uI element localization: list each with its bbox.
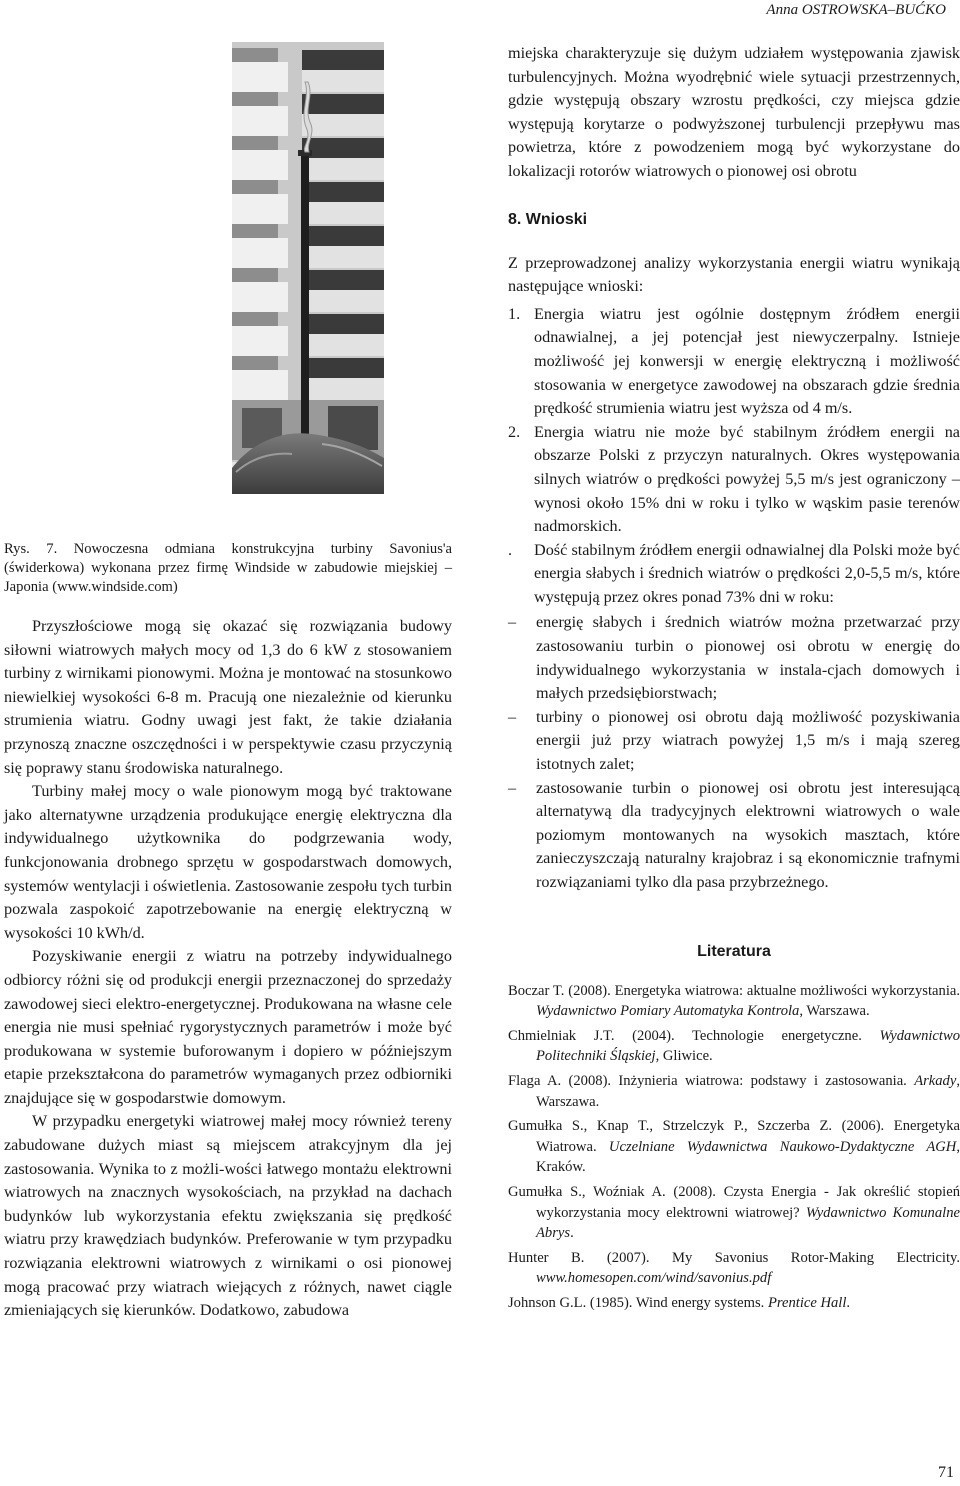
figure-photo <box>232 42 384 494</box>
reference-item: Flaga A. (2008). Inżynieria wiatrowa: podstawy i zastosowania. Arkady, Warszawa. <box>508 1072 960 1110</box>
reference-item: Hunter B. (2007). My Savonius Rotor-Making Electricity. www.homesopen.com/wind/savonius.pdf <box>508 1249 960 1287</box>
item-number: 2. <box>508 422 521 441</box>
right-column <box>508 42 960 1318</box>
conclusions-intro: Z przeprowadzonej analizy wykorzystania energii wiatru wynikają następujące wnioski: <box>508 253 960 296</box>
reference-item: Gumułka S., Knap T., Strzelczyk P., Szczerba Z. (2006). Energetyka Wiatrowa. Uczelniane Wydawnictwa Naukowo-Dydaktyczne AGH, Kraków. <box>508 1118 960 1176</box>
bullet-item <box>508 706 960 777</box>
dash-marker: – <box>508 707 517 726</box>
item-text: Energia wiatru jest ogólnie dostępnym źródłem energii odnawialnej, a jej potencjał jest niewyczerpalny. Istnieje możliwość jej konwersji w energię elektryczną i możliwość stosowania w energetyce zawodowej na obszarach gdzie średnia prędkość strumienia wiatru jest wyższa od 4 m/s. <box>534 304 960 418</box>
reference-item: Gumułka S., Woźniak A. (2008). Czysta Energia - Jak określić stopień wykorzystania mocy elektrowni wiatrowej? Wydawnictwo Komunalne Abrys. <box>508 1183 960 1242</box>
bullet-text: energię słabych i średnich wiatrów można przetwarzać przy zastosowaniu turbin o pionowej osi obrotu w energię do indywidualnego wykorzystania w instala-cjach domowych i małych przedsiębiorstwach; <box>536 613 960 703</box>
building-photo <box>232 42 384 494</box>
bullet-item <box>508 777 960 895</box>
conclusion-item <box>508 303 960 421</box>
body-paragraph: Przyszłościowe mogą się okazać się rozwiązania budowy siłowni wiatrowych małych mocy od 1,3 do 6 kW z stosowaniem turbiny z wirnikami pionowymi. Można je montować na stosunkowo niewielkiej wysokości 6-8 m. Pracują one niezależnie od kierunku strumienia wiatru. Godny uwagi jest fakt, że takie działania przynoszą znaczne oszczędności i w perspektywie czasu przyczynią się poprawy stanu środowiska naturalnego. <box>4 617 452 777</box>
dash-marker: – <box>508 613 517 632</box>
body-paragraph: Pozyskiwanie energii z wiatru na potrzeby indywidualnego odbiorcy różni się od produkcji energii przeznaczonej do sprzedaży zawodowej sieci elektro-energetycznej. Produkowana na własne cele energia nie musi spełniać rygorystycznych parametrów i może być produkowana w systemie buforowanym i dopiero w późniejszym etapie przekształcona do parametrów wymaganych przez odbiorniki znajdujące się w gospodarstwie domowym. <box>4 947 452 1107</box>
conclusions-list <box>508 303 960 610</box>
item-number: 1. <box>508 304 521 323</box>
conclusions-bullets <box>508 611 960 894</box>
reference-item: Chmielniak J.T. (2004). Technologie energetyczne. Wydawnictwo Politechniki Śląskiej, Gliwice. <box>508 1027 960 1065</box>
page-number: 71 <box>938 1464 954 1481</box>
running-header: Anna OSTROWSKA–BUĆKO <box>766 2 946 18</box>
reference-item: Boczar T. (2008). Energetyka wiatrowa: aktualne możliwości wykorzystania. Wydawnictwo Pomiary Automatyka Kontrola, Warszawa. <box>508 982 960 1020</box>
section-heading: 8. Wnioski <box>508 210 588 228</box>
bullet-item <box>508 611 960 705</box>
body-paragraph-continued: miejska charakteryzuje się dużym udziałem występowania zjawisk turbulencyjnych. Można wyodrębnić wiele sytuacji przestrzennych, gdzie występują obszary wzrostu prędkości, czy miejsca gdzie występują korytarze o podwyższonej turbulencji przepływu mas powietrza, które z powodzeniem mogą być wykorzystane do lokalizacji rotorów wiatrowych o pionowej osi obrotu <box>508 44 960 180</box>
references-list <box>508 981 960 1314</box>
dash-marker: – <box>508 778 517 797</box>
bullet-text: turbiny o pionowej osi obrotu dają możliwość pozyskiwania energii już przy wiatrach powyżej 1,5 m/s i mają szereg istotnych zalet; <box>536 707 960 774</box>
conclusion-item <box>508 421 960 539</box>
item-text: Energia wiatru nie może być stabilnym źródłem energii na obszarze Polski z przyczyn naturalnych. Okres występowania silnych wiatrów o prędkości powyżej 5,5 m/s jest ograniczony – wynosi około 15% dni w roku i tylko w wąskim pasie terenów nadmorskich. <box>534 422 960 536</box>
reference-item: Johnson G.L. (1985). Wind energy systems. Prentice Hall. <box>508 1294 851 1311</box>
body-paragraph: Turbiny małej mocy o wale pionowym mogą być traktowane jako alternatywne urządzenia produkujące energię elektryczna dla indywidualnego użytkownika do podgrzewania wody, funkcjonowania drobnego sprzętu w gospodarstwach domowych, systemów wentylacji i oświetlenia. Zastosowanie zespołu tych turbin pozwala zaspokoić zapotrzebowanie na energię elektryczną w wysokości 10 kWh/d. <box>4 782 452 942</box>
item-text: Dość stabilnym źródłem energii odnawialnej dla Polski może być energia słabych i średnich wiatrów o prędkości 2,0-5,5 m/s, które występują przez okres ponad 73% dni w roku: <box>534 540 960 606</box>
item-number: . <box>508 540 513 559</box>
references-heading: Literatura <box>697 942 771 960</box>
body-paragraph: W przypadku energetyki wiatrowej małej mocy również tereny zabudowane dużych miast są miejscem atrakcyjnym dla jej zastosowania. Wynika to z możli-wości łatwego montażu elektrowni wiatrowych na znacznych wysokościach, na przykład na dachach budynków lub wykorzystania efektu zwiększania się prędkość wiatru przy krawędziach budynków. Preferowanie w tym przypadku rozwiązania elektrowni wiatrowych z wirnikami o osi pionowej mogą pracować przy wiatrach wiejących z różnych, nawet ciągle zmieniających się kierunków. Dodatkowo, zabudowa <box>4 1112 452 1320</box>
bullet-text: zastosowanie turbin o pionowej osi obrotu jest interesującą alternatywą dla tradycyjnych elektrowni wiatrowych o wale poziomym montowanych na wysokich masztach, które zanieczyszczają naturalny krajobraz i są ekonomicznie trafnymi rozwiązaniami tylko dla pasa przybrzeżnego. <box>536 778 960 891</box>
left-column <box>4 42 452 1323</box>
reference-link[interactable]: www.homesopen.com/wind/savonius.pdf <box>536 1270 772 1287</box>
figure-caption: Rys. 7. Nowoczesna odmiana konstrukcyjna turbiny Savonius'a (świderkowa) wykonana przez firmę Windside w zabudowie miejskiej – Japonia (www.windside.com) <box>4 541 452 595</box>
conclusion-item <box>508 539 960 610</box>
